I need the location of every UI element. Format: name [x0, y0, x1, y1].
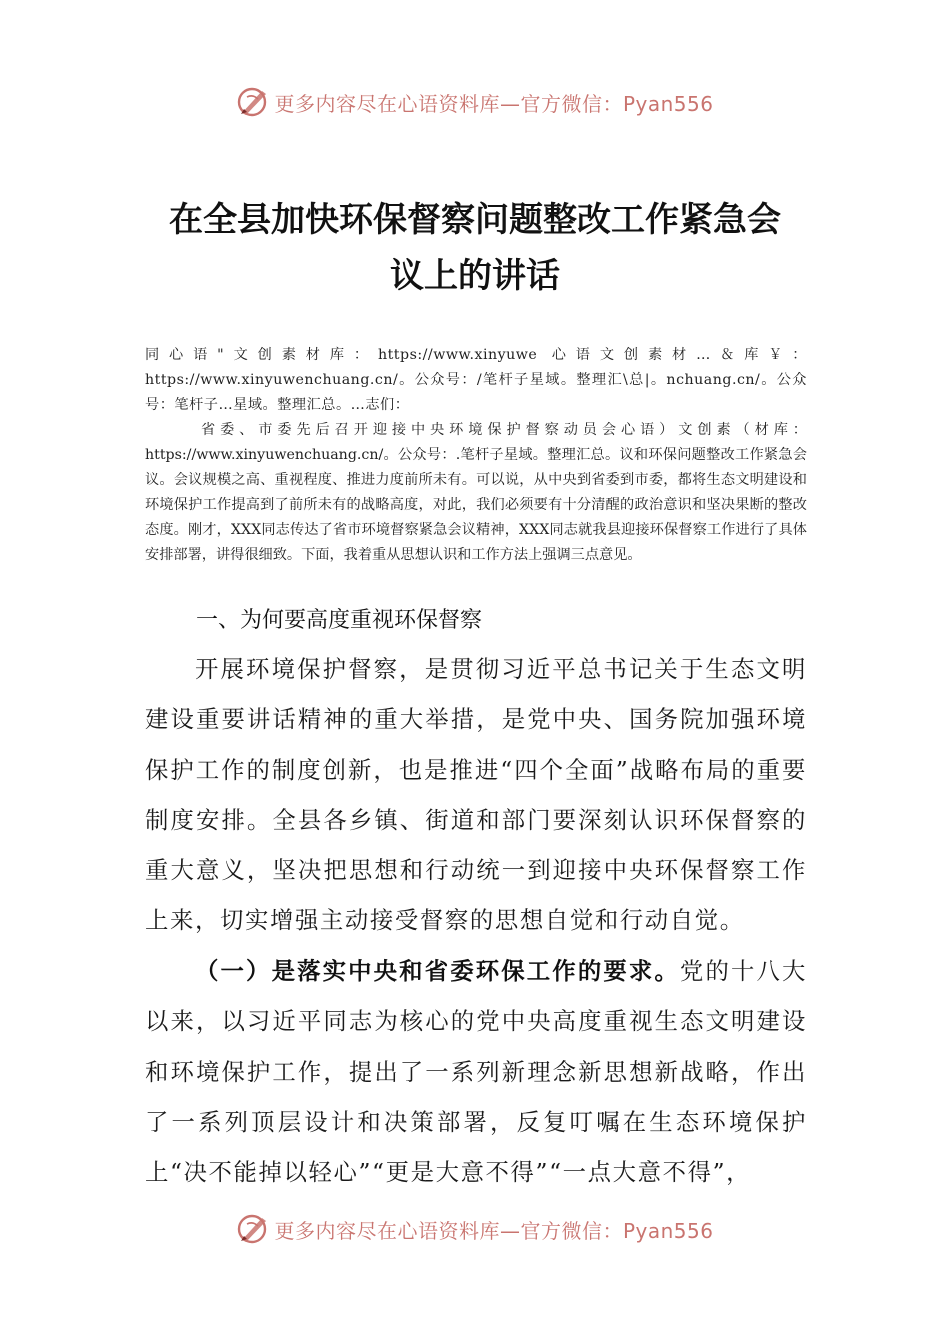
watermark-text: 更多内容尽在心语资料库 [274, 91, 500, 116]
subsection-paragraph [145, 946, 807, 1197]
page-title [145, 192, 805, 304]
watermark-wechat: —官方微信：Pyan556 [499, 1218, 714, 1243]
intro-paragraph: 同心语"文创素材库：https://www.xinyuwe 心语文创素材…＆库￥：https://www.xinyuwenchuang.cn/。公众号：/笔杆子星域。整理汇\总|。nchuang.cn/。公众号：笔杆子…星域。整理汇总。…志们： [145, 347, 807, 413]
subsection-heading: （一）是落实中央和省委环保工作的要求。 [195, 957, 680, 985]
pen-logo-icon [236, 1212, 270, 1246]
footer-watermark [0, 1209, 950, 1249]
header-watermark [0, 82, 950, 122]
section-body: 开展环境保护督察，是贯彻习近平总书记关于生态文明建设重要讲话精神的重大举措，是党中央、国务院加强环境保护工作的制度创新，也是推进“四个全面”战略布局的重要制度安排。全县各乡镇、街道和部门要深刻认识环保督察的重大意义，坚决把思想和行动统一到迎接中央环保督察工作上来，切实增强主动接受督察的思想自觉和行动自觉。 [145, 655, 807, 935]
pen-logo-icon [236, 85, 270, 119]
watermark-wechat: —官方微信：Pyan556 [499, 91, 714, 116]
opening-paragraph: 省委、市委先后召开迎接中央环境保护督察动员会心语）文创素（材库：https://www.xinyuwenchuang.cn/。公众号：.笔杆子星域。整理汇总。议和环保问题整改工作紧急会议。会议规模之高、重视程度、推进力度前所未有。可以说，从中央到省委到市委，都将生态文明建设和环境保护工作提高到了前所未有的战略高度，对此，我们必须要有十分清醒的政治意识和坚决果断的整改态度。刚才，XXX同志传达了省市环境督察紧急会议精神，XXX同志就我县迎接环保督察工作进行了具体安排部署，讲得很细致。下面，我着重从思想认识和工作方法上强调三点意见。 [145, 422, 807, 563]
subsection-body: 党的十八大以来，以习近平同志为核心的党中央高度重视生态文明建设和环境保护工作，提出了一系列新理念新思想新战略，作出了一系列顶层设计和决策部署，反复叮嘱在生态环境保护上“决不能掉以轻心”“更是大意不得”“一点大意不得”， [145, 957, 807, 1187]
watermark-text: 更多内容尽在心语资料库 [274, 1218, 500, 1243]
section-heading: 一、为何要高度重视环保督察 [196, 608, 483, 633]
title-line-1: 在全县加快环保督察问题整改工作紧急会 [169, 200, 781, 240]
title-line-2: 议上的讲话 [390, 256, 560, 296]
